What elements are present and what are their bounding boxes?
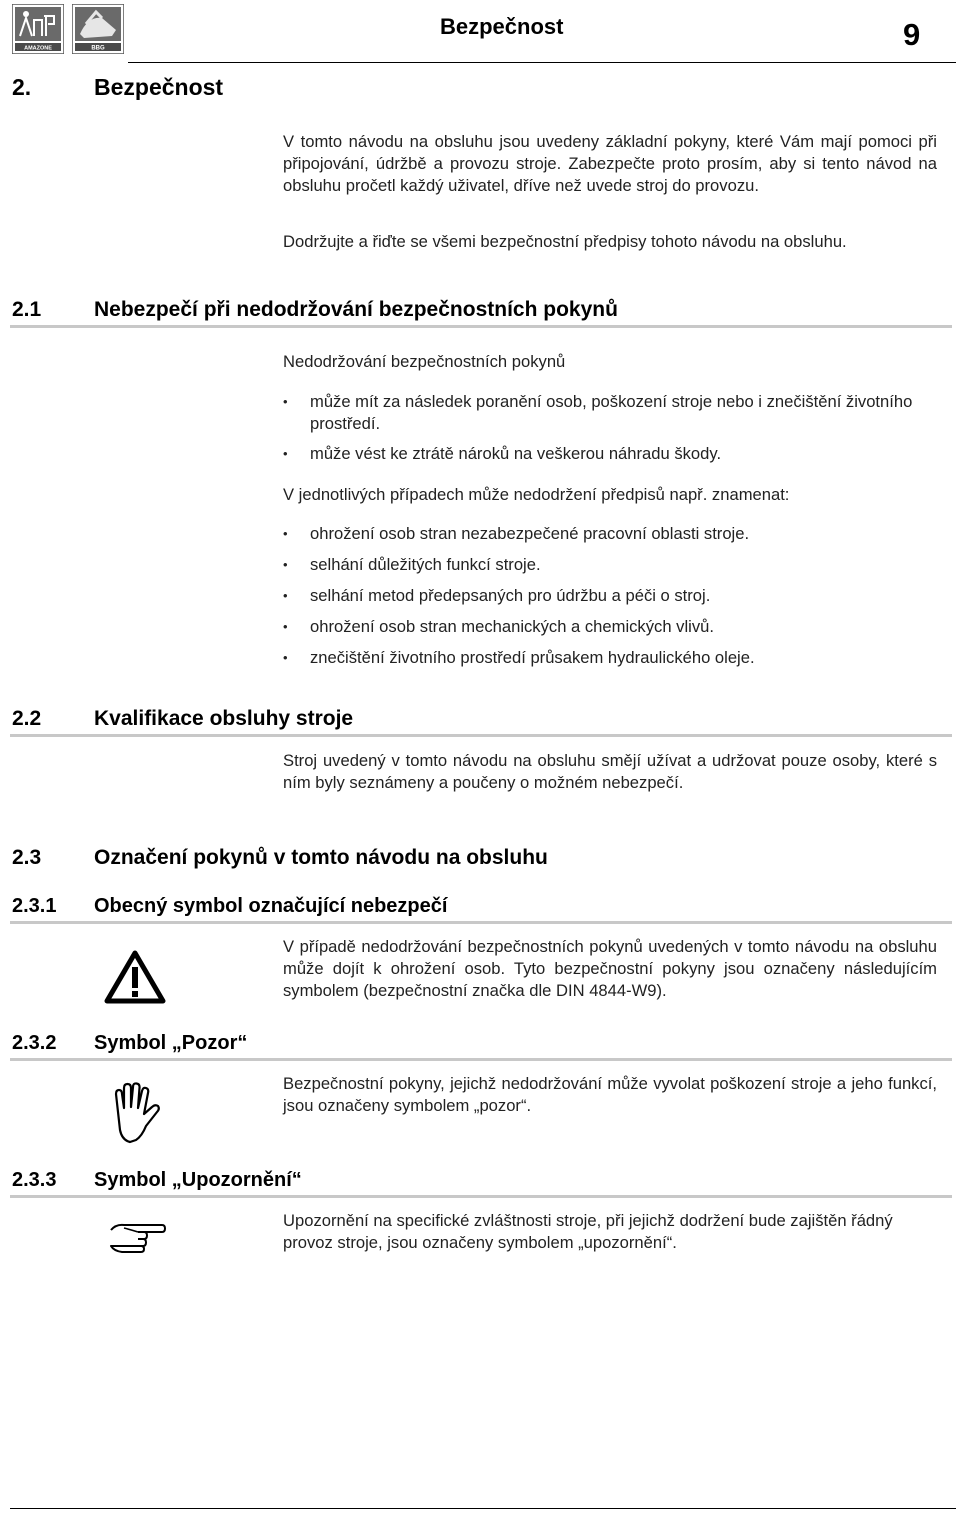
pointing-hand-icon (108, 1220, 166, 1259)
s2-3-3-text: Upozornění na specifické zvláštnosti stroje, při jejichž dodržení bude zajištěn řádný provoz stroje, jsou označeny symbolem „upozornění“. (283, 1211, 893, 1252)
page-number: 9 (903, 17, 921, 52)
s2-1-lead: Nedodržování bezpečnostních pokynů (283, 352, 566, 371)
heading-2-2-title: Kvalifikace obsluhy stroje (94, 707, 354, 730)
list-item: • selhání metod předepsaných pro údržbu a péči o stroj. (283, 585, 933, 607)
s2-3-1-text: V případě nedodržování bezpečnostních pokynů uvedených v tomto návodu na obsluhu může dojít k ohrožení osob. Tyto bezpečnostní pokyny jsou označeny následujícím symbolem (bezpečnostní značka dle DIN 4844-W9). (283, 937, 937, 1000)
bbg-logo-text: BBG (91, 45, 105, 52)
list-item: • znečištění životního prostředí průsakem hydraulického oleje. (283, 647, 933, 669)
stop-hand-icon (106, 1082, 166, 1149)
section-number: 2. (12, 74, 32, 100)
heading-2-2-number: 2.2 (12, 707, 42, 730)
heading-2-3-1-number: 2.3.1 (12, 895, 57, 917)
s2-1-lead2: V jednotlivých případech může nedodržení předpisů např. znamenat: (283, 485, 790, 504)
footer-divider (10, 1508, 956, 1509)
heading-2-1-number: 2.1 (12, 298, 42, 321)
heading-2-3-title: Označení pokynů v tomto návodu na obsluhu (94, 846, 548, 869)
s2-3-2-text: Bezpečnostní pokyny, jejichž nedodržování může vyvolat poškození stroje a jeho funkcí, jsou označeny symbolem „pozor“. (283, 1074, 937, 1115)
heading-2-3-number: 2.3 (12, 846, 42, 869)
heading-2-2-rule (10, 734, 952, 737)
section-comply-note: Dodržujte a řiďte se všemi bezpečnostní předpisy tohoto návodu na obsluhu. (283, 232, 847, 251)
amazone-logo-text: AMAZONE (24, 45, 52, 52)
heading-2-3-3-title: Symbol „Upozornění“ (94, 1169, 302, 1191)
heading-2-3-1-rule (10, 921, 952, 924)
section-intro: V tomto návodu na obsluhu jsou uvedeny základní pokyny, které Vám mají pomoci při připojování, údržbě a provozu stroje. Zabezpečte proto prosím, aby si tento návod na obsluhu pročetl každý uživatel, dříve než uvede stroj do provozu. (283, 132, 937, 195)
s2-1-example-list (283, 523, 933, 669)
list-item: • ohrožení osob stran mechanických a chemických vlivů. (283, 616, 933, 638)
header-title: Bezpečnost (440, 14, 564, 39)
heading-2-3-2-title: Symbol „Pozor“ (94, 1032, 248, 1054)
heading-2-3-2-rule (10, 1058, 952, 1061)
amazone-logo (12, 4, 64, 54)
list-item: • může mít za následek poranění osob, poškození stroje nebo i znečištění životního prostředí. (283, 391, 933, 435)
heading-2-3-3-rule (10, 1195, 952, 1198)
s2-1-consequence-list (283, 391, 933, 465)
list-item: • selhání důležitých funkcí stroje. (283, 554, 933, 576)
bbg-logo (72, 4, 124, 54)
list-item: • může vést ke ztrátě nároků na veškerou náhradu škody. (283, 443, 933, 465)
header-divider (128, 62, 956, 63)
list-item: • ohrožení osob stran nezabezpečené pracovní oblasti stroje. (283, 523, 933, 545)
heading-2-3-2-number: 2.3.2 (12, 1032, 57, 1054)
section-title: Bezpečnost (94, 74, 224, 100)
warning-triangle-icon (104, 950, 166, 1009)
heading-2-1-title: Nebezpečí při nedodržování bezpečnostních pokynů (94, 298, 618, 321)
heading-2-3-1-title: Obecný symbol označující nebezpečí (94, 895, 448, 917)
heading-2-1-rule (10, 325, 952, 328)
heading-2-3-3-number: 2.3.3 (12, 1169, 57, 1191)
s2-2-text: Stroj uvedený v tomto návodu na obsluhu smějí užívat a udržovat pouze osoby, které s ním byly seznámeny a poučeny o možném nebezpečí. (283, 751, 937, 792)
